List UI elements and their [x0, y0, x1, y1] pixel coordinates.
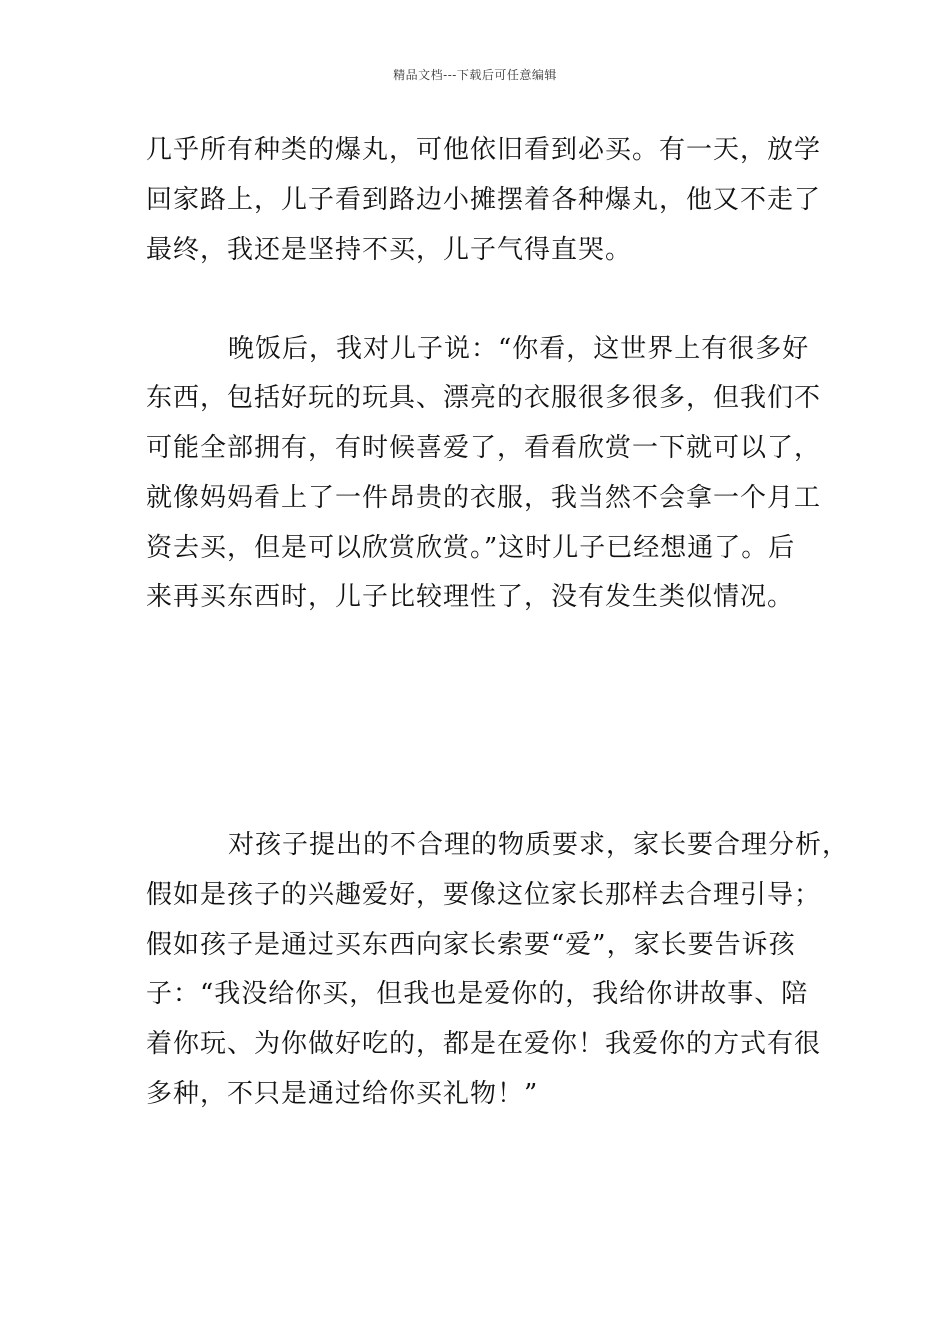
- text-line: 最终，我还是坚持不买，儿子气得直哭。: [146, 235, 633, 265]
- text-line: 可能全部拥有，有时候喜爱了，看看欣赏一下就可以了，: [146, 433, 822, 463]
- text-line: 假如是孩子的兴趣爱好，要像这位家长那样去合理引导；: [146, 880, 822, 910]
- page-header: 精品文档---下载后可任意编辑: [393, 68, 557, 82]
- text-line: 对孩子提出的不合理的物质要求，家长要合理分析，: [228, 830, 850, 860]
- text-line: 多种，不只是通过给你买礼物！”: [146, 1079, 539, 1109]
- text-line: 来再买东西时，儿子比较理性了，没有发生类似情况。: [146, 582, 795, 612]
- text-line: 子：“我没给你买，但我也是爱你的，我给你讲故事、陪: [146, 979, 809, 1009]
- text-line: 东西，包括好玩的玩具、漂亮的衣服很多很多，但我们不: [146, 383, 822, 413]
- text-line: 假如孩子是通过买东西向家长索要“爱”，家长要告诉孩: [146, 930, 796, 960]
- text-line: 资去买，但是可以欣赏欣赏。”这时儿子已经想通了。后: [146, 533, 796, 563]
- text-line: 晚饭后，我对儿子说：“你看，这世界上有很多好: [228, 334, 810, 364]
- text-line: 就像妈妈看上了一件昂贵的衣服，我当然不会拿一个月工: [146, 483, 822, 513]
- text-line: 几乎所有种类的爆丸，可他依旧看到必买。有一天，放学: [146, 135, 822, 165]
- text-line: 着你玩、为你做好吃的，都是在爱你！我爱你的方式有很: [146, 1029, 822, 1059]
- text-line: 回家路上，儿子看到路边小摊摆着各种爆丸，他又不走了: [146, 185, 822, 215]
